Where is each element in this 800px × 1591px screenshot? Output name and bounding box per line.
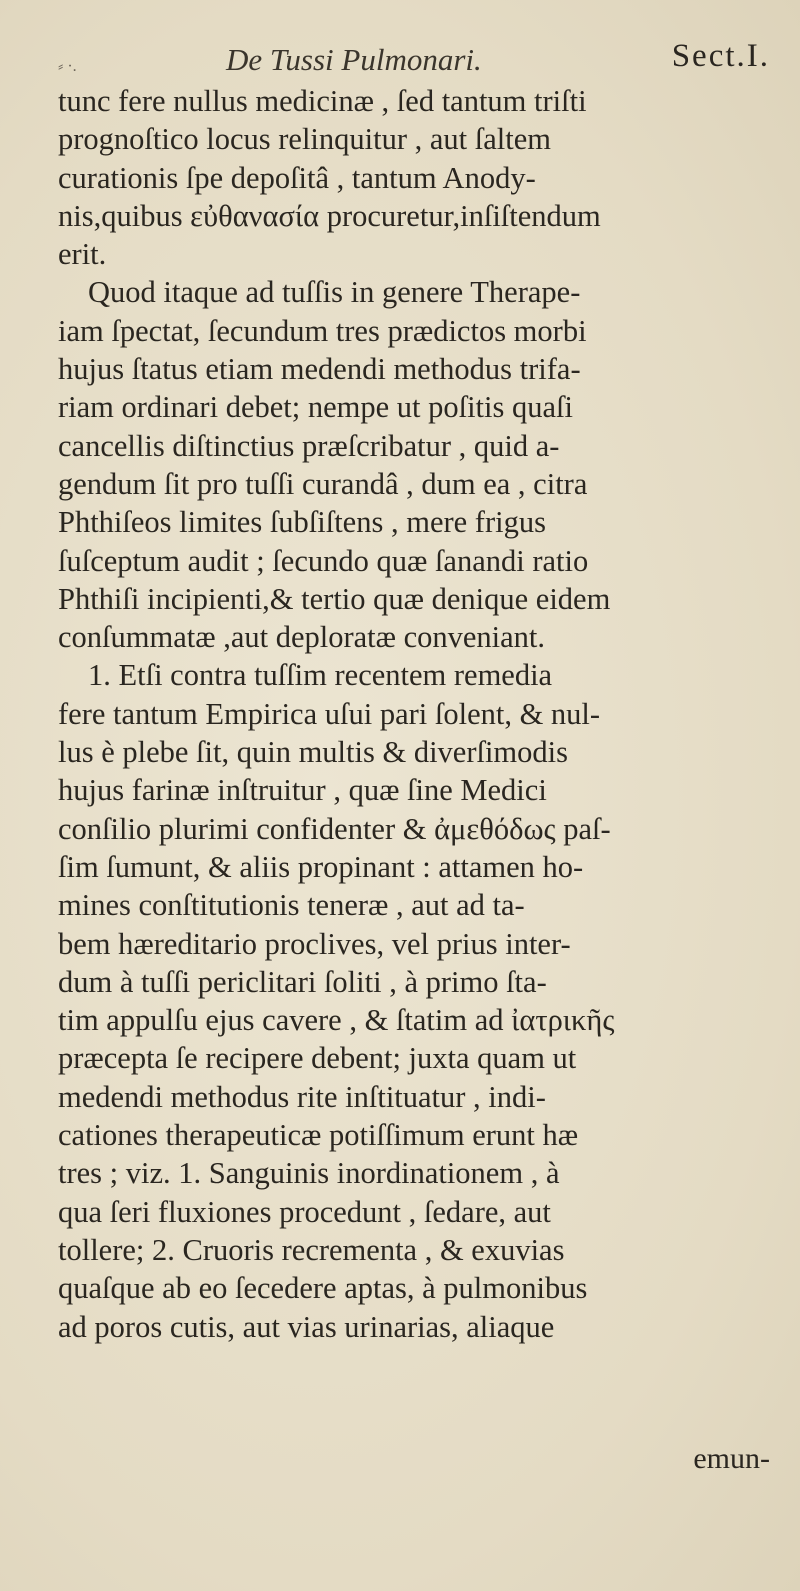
text-line: bem hæreditario proclives, vel prius inter- (58, 926, 571, 961)
paragraph-first-line: 1. Etſi contra tuſſim recentem remedia (88, 658, 553, 693)
text-line: prognoſtico locus relinquitur , aut ſaltem (58, 122, 551, 157)
text-line: quaſque ab eo ſecedere aptas, à pulmonibus (58, 1271, 588, 1306)
text-line: conſilio plurimi confidenter & ἀμεθόδως paſ- (58, 811, 611, 846)
text-line: ſuſceptum audit ; ſecundo quæ ſanandi ratio (58, 543, 589, 578)
text-line: dum à tuſſi periclitari ſoliti , à primo ſta- (58, 964, 547, 999)
text-line: tollere; 2. Cruoris recrementa , & exuvias (58, 1232, 565, 1267)
text-line: medendi methodus rite inſtituatur , indi- (58, 1079, 546, 1114)
text-line: hujus farinæ inſtruitur , quæ ſine Medici (58, 773, 547, 808)
section-number: Sect.I. (671, 38, 770, 74)
text-line: cationes therapeuticæ potiſſimum erunt hæ (58, 1118, 579, 1153)
paragraph-first-line: Quod itaque ad tuſſis in genere Therape- (88, 275, 581, 310)
text-line: cancellis diſtinctius præſcribatur , quid a- (58, 428, 560, 463)
text-line: Phthiſi incipienti,& tertio quæ denique eidem (58, 581, 611, 616)
text-line: conſummatæ ,aut deploratæ conveniant. (58, 620, 546, 655)
text-line: fere tantum Empirica uſui pari ſolent, & nul- (58, 696, 601, 731)
text-line: hujus ſtatus etiam medendi methodus trifa- (58, 352, 581, 387)
text-line: ad poros cutis, aut vias urinarias, aliaque (58, 1309, 555, 1344)
text-line: tres ; viz. 1. Sanguinis inordinationem , à (58, 1156, 560, 1191)
text-line: curationis ſpe depoſitâ , tantum Anody- (58, 160, 536, 195)
text-line: Phthiſeos limites ſubſiſtens , mere frigus (58, 505, 546, 540)
text-line: riam ordinari debet; nempe ut poſitis quaſi (58, 390, 573, 425)
text-line: erit. (58, 237, 107, 272)
running-head (58, 38, 770, 88)
body-text (58, 82, 774, 1346)
text-line: præcepta ſe recipere debent; juxta quam ut (58, 1041, 577, 1076)
text-line: ſim ſumunt, & aliis propinant : attamen ho- (58, 849, 584, 884)
text-line: tunc fere nullus medicinæ , ſed tantum triſti (58, 84, 587, 118)
running-head-mark: ⸗ ·. (58, 58, 77, 75)
text-line: mines conſtitutionis teneræ , aut ad ta- (58, 888, 525, 923)
catchword: emun- (693, 1442, 770, 1475)
text-line: qua ſeri fluxiones procedunt , ſedare, aut (58, 1194, 551, 1229)
text-line: iam ſpectat, ſecundum tres prædictos morbi (58, 313, 587, 348)
text-line: tim appulſu ejus cavere , & ſtatim ad ἰατρικῆς (58, 1003, 615, 1038)
running-head-title: De Tussi Pulmonari. (226, 42, 482, 77)
text-line: gendum ſit pro tuſſi curandâ , dum ea , citra (58, 466, 588, 501)
text-line: lus è plebe ſit, quin multis & diverſimodis (58, 735, 568, 770)
text-line: nis,quibus εὐθανασία procuretur,inſiſtendum (58, 198, 601, 233)
